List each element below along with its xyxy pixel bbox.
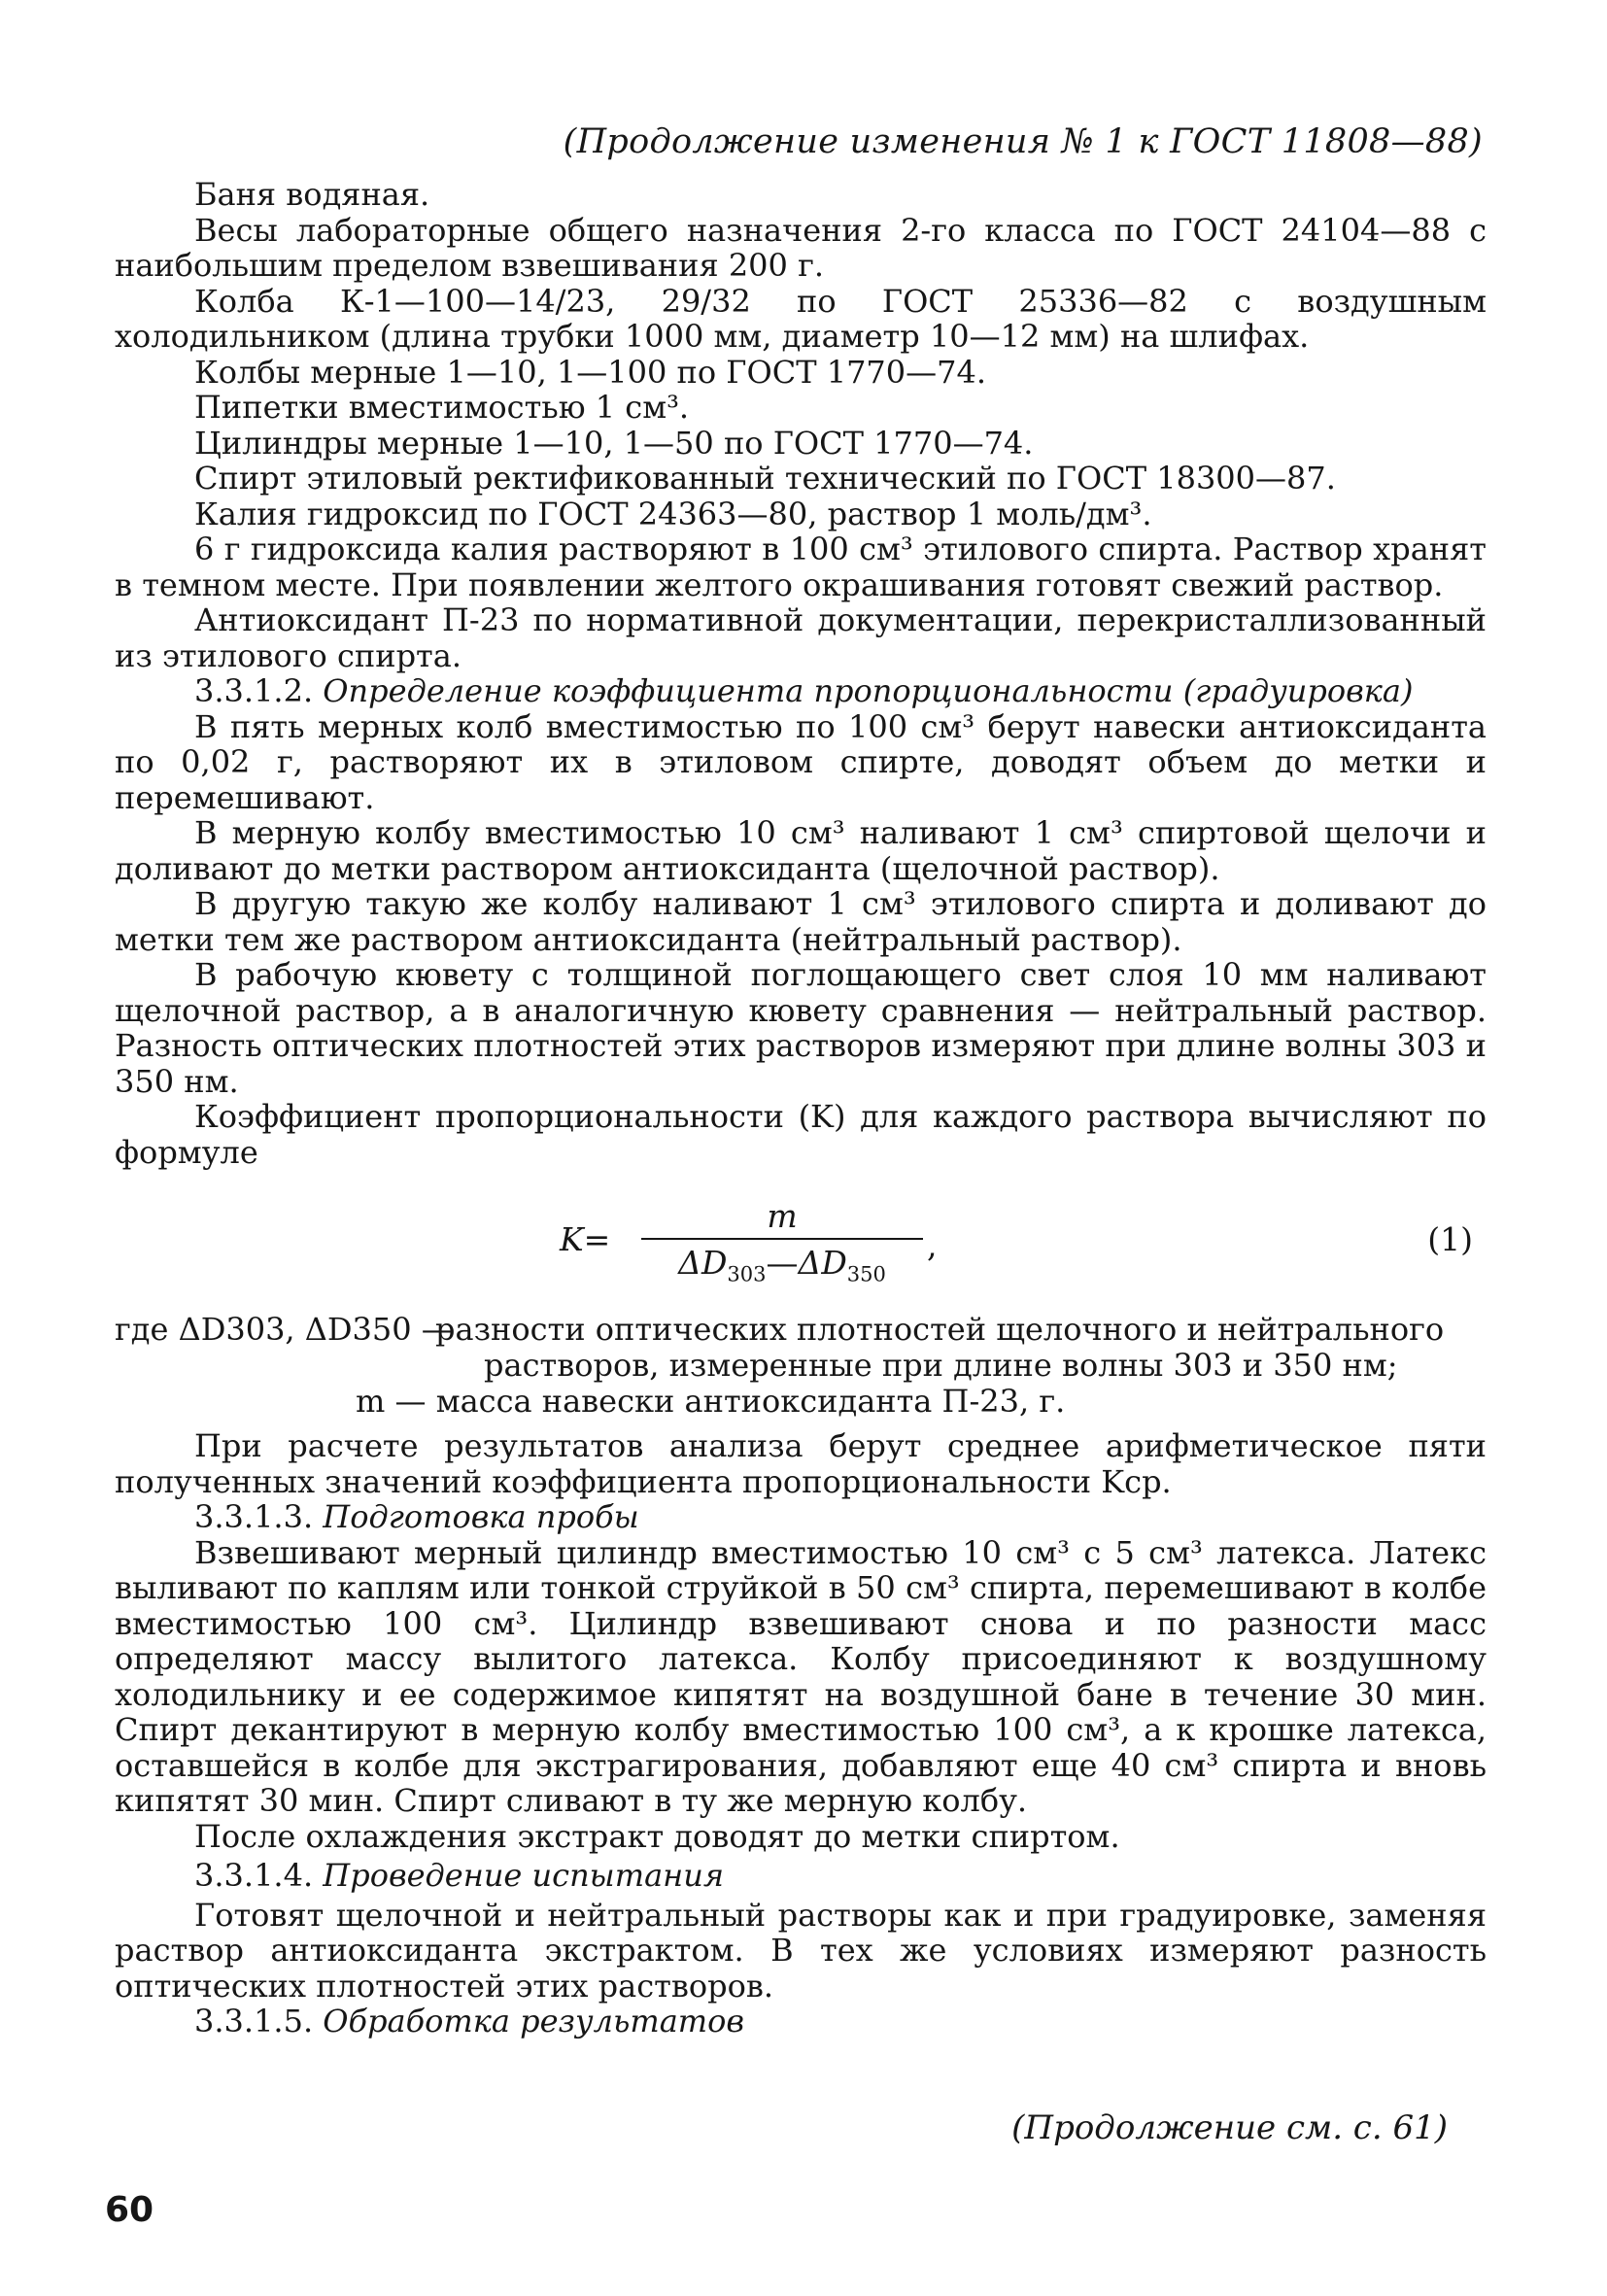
section-heading-3-3-1-5	[115, 2004, 1487, 2039]
formula-numerator: m	[767, 1197, 798, 1235]
paragraph: Весы лабораторные общего назначения 2-го класса по ГОСТ 24104—88 с наибольшим пределом взвешивания 200 г.	[115, 211, 1487, 284]
section-title: Подготовка пробы	[323, 1498, 639, 1535]
continuation-header: (Продолжение изменения № 1 к ГОСТ 11808—88)	[563, 122, 1483, 161]
paragraph: 6 г гидроксида калия растворяют в 100 см³ этилового спирта. Раствор хранят в темном месте. При появлении желтого окрашивания готовят свежий раствор.	[115, 531, 1487, 603]
formula-fraction	[641, 1197, 923, 1294]
den-a-sub: 303	[727, 1262, 767, 1286]
legend-definition-2: m — масса навески антиоксиданта П-23, г.	[356, 1383, 1066, 1420]
paragraph: Цилиндры мерные 1—10, 1—50 по ГОСТ 1770—74.	[194, 424, 1034, 462]
legend-def1-line1: разности оптических плотностей щелочного и нейтрального	[435, 1311, 1445, 1348]
equation-number: (1)	[1427, 1220, 1473, 1258]
section-number: 3.3.1.4.	[194, 1857, 314, 1894]
den-a: ΔD	[678, 1244, 728, 1282]
paragraph: Колба К-1—100—14/23, 29/32 по ГОСТ 25336—82 с воздушным холодильником (длина трубки 1000 мм, диаметр 10—12 мм) на шлифах.	[115, 282, 1487, 355]
legend-def1-line2: растворов, измеренные при длине волны 303 и 350 нм;	[484, 1346, 1398, 1384]
legend-definition-1	[435, 1312, 1487, 1383]
paragraph: Коэффициент пропорциональности (K) для каждого раствора вычисляют по формуле	[115, 1098, 1487, 1171]
formula-comma: ,	[927, 1226, 938, 1264]
section-heading-3-3-1-3	[115, 1499, 1487, 1535]
continuation-footer: (Продолжение см. с. 61)	[1011, 2108, 1448, 2147]
section-heading-3-3-1-2	[115, 673, 1487, 709]
document-body	[115, 177, 1487, 2039]
paragraph: При расчете результатов анализа берут среднее арифметическое пяти полученных значений коэффициента пропорциональности Kср.	[115, 1427, 1487, 1500]
paragraph: В рабочую кювету с толщиной поглощающего свет слоя 10 мм наливают щелочной раствор, а в аналогичную кювету сравнения — нейтральный раствор. Разность оптических плотностей этих растворов измеряют при длине волны 303 и 350 нм.	[115, 956, 1487, 1100]
section-title: Определение коэффициента пропорциональности (градуировка)	[323, 672, 1414, 709]
paragraph: Взвешивают мерный цилиндр вместимостью 10 см³ с 5 см³ латекса. Латекс выливают по каплям или тонкой струйкой в 50 см³ спирта, перемешивают в колбе вместимостью 100 см³. Цилиндр взвешивают снова и по разности масс определяют массу вылитого латекса. Колбу присоединяют к воздушному холодильнику и ее содержимое кипятят на воздушной бане в течение 30 мин. Спирт декантируют в мерную колбу вместимостью 100 см³, а к крошке латекса, оставшейся в колбе для экстрагирования, добавляют еще 40 см³ спирта и вновь кипятят 30 мин. Спирт сливают в ту же мерную колбу.	[115, 1533, 1487, 1819]
section-heading-3-3-1-4	[115, 1858, 1487, 1894]
paragraph: Пипетки вместимостью 1 см³.	[194, 389, 690, 426]
den-b-sub: 350	[846, 1262, 886, 1286]
paragraph: В мерную колбу вместимостью 10 см³ наливают 1 см³ спиртовой щелочи и доливают до метки раствором антиоксиданта (щелочной раствор).	[115, 814, 1487, 887]
fraction-bar	[641, 1238, 923, 1240]
den-b: ΔD	[798, 1244, 847, 1282]
formula-k	[115, 1180, 1487, 1306]
paragraph: После охлаждения экстракт доводят до метки спиртом.	[194, 1817, 1120, 1855]
section-title: Проведение испытания	[323, 1857, 725, 1894]
paragraph: Баня водяная.	[194, 176, 430, 213]
section-number: 3.3.1.5.	[194, 2003, 314, 2039]
section-number: 3.3.1.2.	[194, 672, 314, 709]
paragraph: Колбы мерные 1—10, 1—100 по ГОСТ 1770—74.	[194, 353, 987, 391]
legend-lead: где ΔD303, ΔD350 —	[115, 1311, 453, 1348]
formula-denominator	[641, 1244, 923, 1294]
section-title: Обработка результатов	[323, 2003, 745, 2039]
den-dash: —	[766, 1244, 799, 1282]
formula-lhs: K=	[560, 1220, 611, 1258]
paragraph: Спирт этиловый ректификованный технический по ГОСТ 18300—87.	[194, 460, 1336, 497]
paragraph: Калия гидроксид по ГОСТ 24363—80, раствор 1 моль/дм³.	[194, 495, 1152, 532]
paragraph: Готовят щелочной и нейтральный растворы как и при градуировке, заменяя раствор антиоксиданта экстрактом. В тех же условиях измеряют разность оптических плотностей этих растворов.	[115, 1896, 1487, 2005]
formula-legend	[115, 1312, 1487, 1421]
paragraph: Антиоксидант П-23 по нормативной документации, перекристаллизованный из этилового спирта.	[115, 601, 1487, 674]
section-number: 3.3.1.3.	[194, 1498, 314, 1535]
paragraph: В другую такую же колбу наливают 1 см³ этилового спирта и доливают до метки тем же раствором антиоксиданта (нейтральный раствор).	[115, 885, 1487, 958]
paragraph: В пять мерных колб вместимостью по 100 см³ берут навески антиоксиданта по 0,02 г, растворяют их в этиловом спирте, доводят объем до метки и перемешивают.	[115, 707, 1487, 816]
page-number: 60	[105, 2190, 154, 2230]
